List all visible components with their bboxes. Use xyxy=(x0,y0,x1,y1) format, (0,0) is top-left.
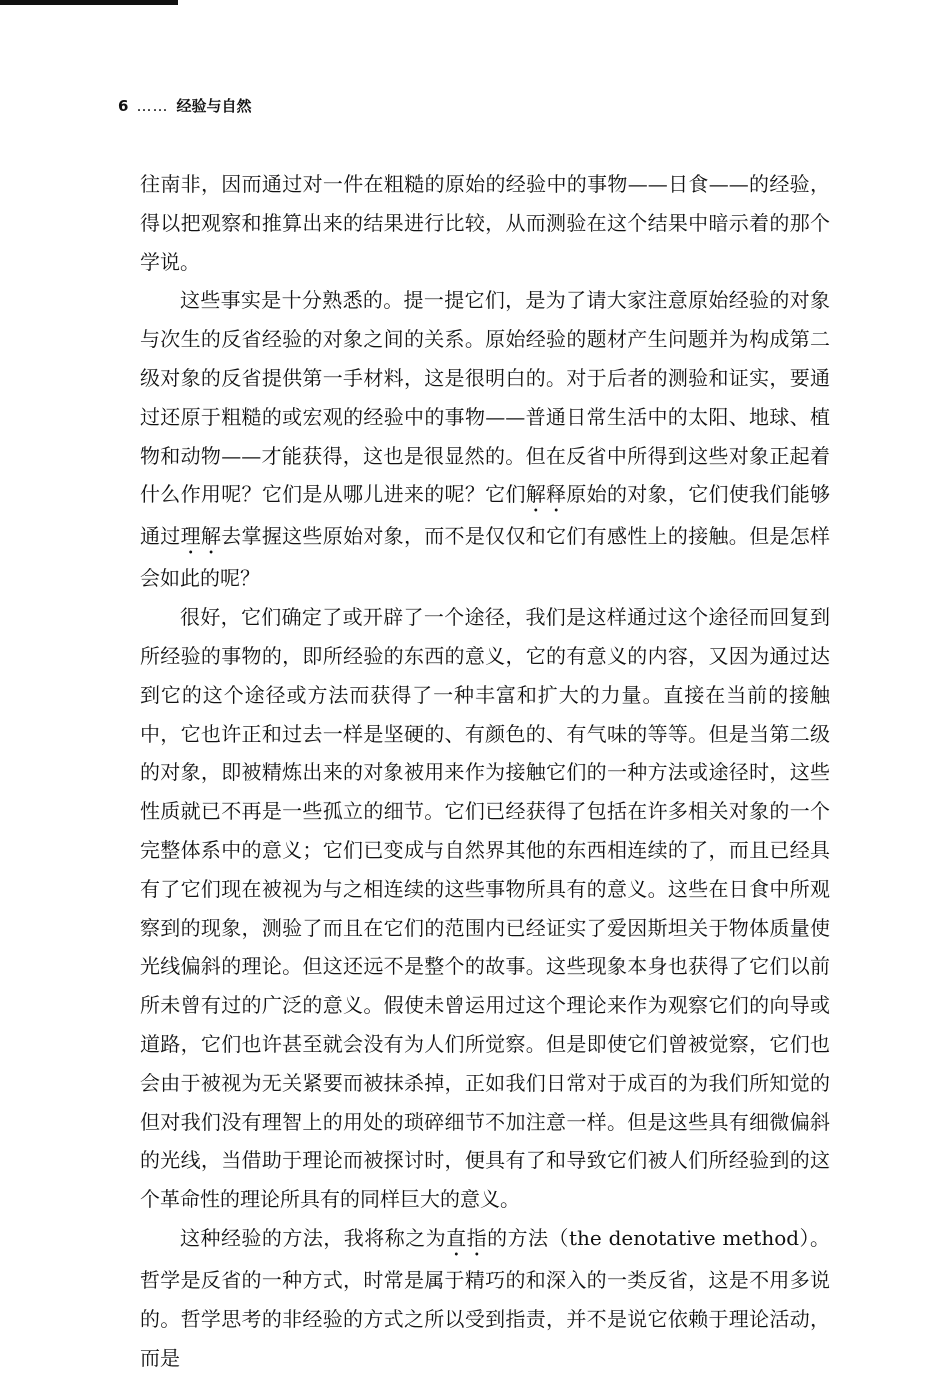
text-segment: 往南非，因而通过对一件在粗糙的原始的经验中的事物——日食——的经验，得以把观察和推算出来的结果进行比较，从而测验在这个结果中暗示着的那个学说。 xyxy=(140,172,830,274)
book-title: 经验与自然 xyxy=(176,97,252,115)
header-separator: …… xyxy=(136,97,169,115)
paragraph xyxy=(140,1219,830,1377)
running-header xyxy=(118,95,251,116)
text-segment: 的方法（the denotative method）。哲学是反省的一种方式，时常是属于精巧的和深入的一类反省，这是不用多说的。哲学思考的非经验的方式之所以受到指责，并不是说它依赖于理论活动，而是 xyxy=(140,1225,831,1370)
text-segment: 这种经验的方法，我将称之为 xyxy=(180,1225,447,1250)
page-number: 6 xyxy=(118,97,129,115)
emphasized-term: 直指 xyxy=(446,1225,488,1250)
text-segment: 原始的对象，它们使我们能够通过 xyxy=(140,482,831,549)
text-segment: 很好，它们确定了或开辟了一个途径，我们是这样通过这个途径而回复到所经验的事物的，即所经验的东西的意义，它的有意义的内容，又因为通过达到它的这个途径或方法而获得了一种丰富和扩大的力量。直接在当前的接触中，它也许正和过去一样是坚硬的、有颜色的、有气味的等等。但是当第二级的对象，即被精炼出来的对象被用来作为接触它们的一种方法或途径时，这些性质就已不再是一些孤立的细节。它们已经获得了包括在许多相关对象的一个完整体系中的意义；它们已变成与自然界其他的东西相连续的了，而且已经具有了它们现在被视为与之相连续的这些事物所具有的意义。这些在日食中所观察到的现象，测验了而且在它们的范围内已经证实了爱因斯坦关于物体质量使光线偏斜的理论。但这还远不是整个的故事。这些现象本身也获得了它们以前所未曾有过的广泛的意义。假使未曾运用过这个理论来作为观察它们的向导或道路，它们也许甚至就会没有为人们所觉察。但是即使它们曾被觉察，它们也会由于被视为无关紧要而被抹杀掉，正如我们日常对于成百的为我们所知觉的但对我们没有理智上的用处的琐碎细节不加注意一样。但是这些具有细微偏斜的光线，当借助于理论而被探讨时，便具有了和导致它们被人们所经验到的这个革命性的理论所具有的同样巨大的意义。 xyxy=(140,605,830,1212)
paragraph xyxy=(140,598,830,1219)
paragraph xyxy=(140,165,830,281)
top-rule xyxy=(0,0,178,5)
emphasized-term: 理解 xyxy=(180,524,222,549)
paragraph xyxy=(140,281,830,598)
text-segment: 去掌握这些原始对象，而不是仅仅和它们有感性上的接触。但是怎样会如此的呢？ xyxy=(140,524,831,591)
body-text xyxy=(140,165,830,1377)
text-segment: 这些事实是十分熟悉的。提一提它们，是为了请大家注意原始经验的对象与次生的反省经验的对象之间的关系。原始经验的题材产生问题并为构成第二级对象的反省提供第一手材料，这是很明白的。对于后者的测验和证实，要通过还原于粗糙的或宏观的经验中的事物——普通日常生活中的太阳、地球、植物和动物——才能获得，这也是很显然的。但在反省中所得到这些对象正起着什么作用呢？它们是从哪儿进来的呢？它们 xyxy=(140,288,830,507)
emphasized-term: 解释 xyxy=(525,482,567,507)
